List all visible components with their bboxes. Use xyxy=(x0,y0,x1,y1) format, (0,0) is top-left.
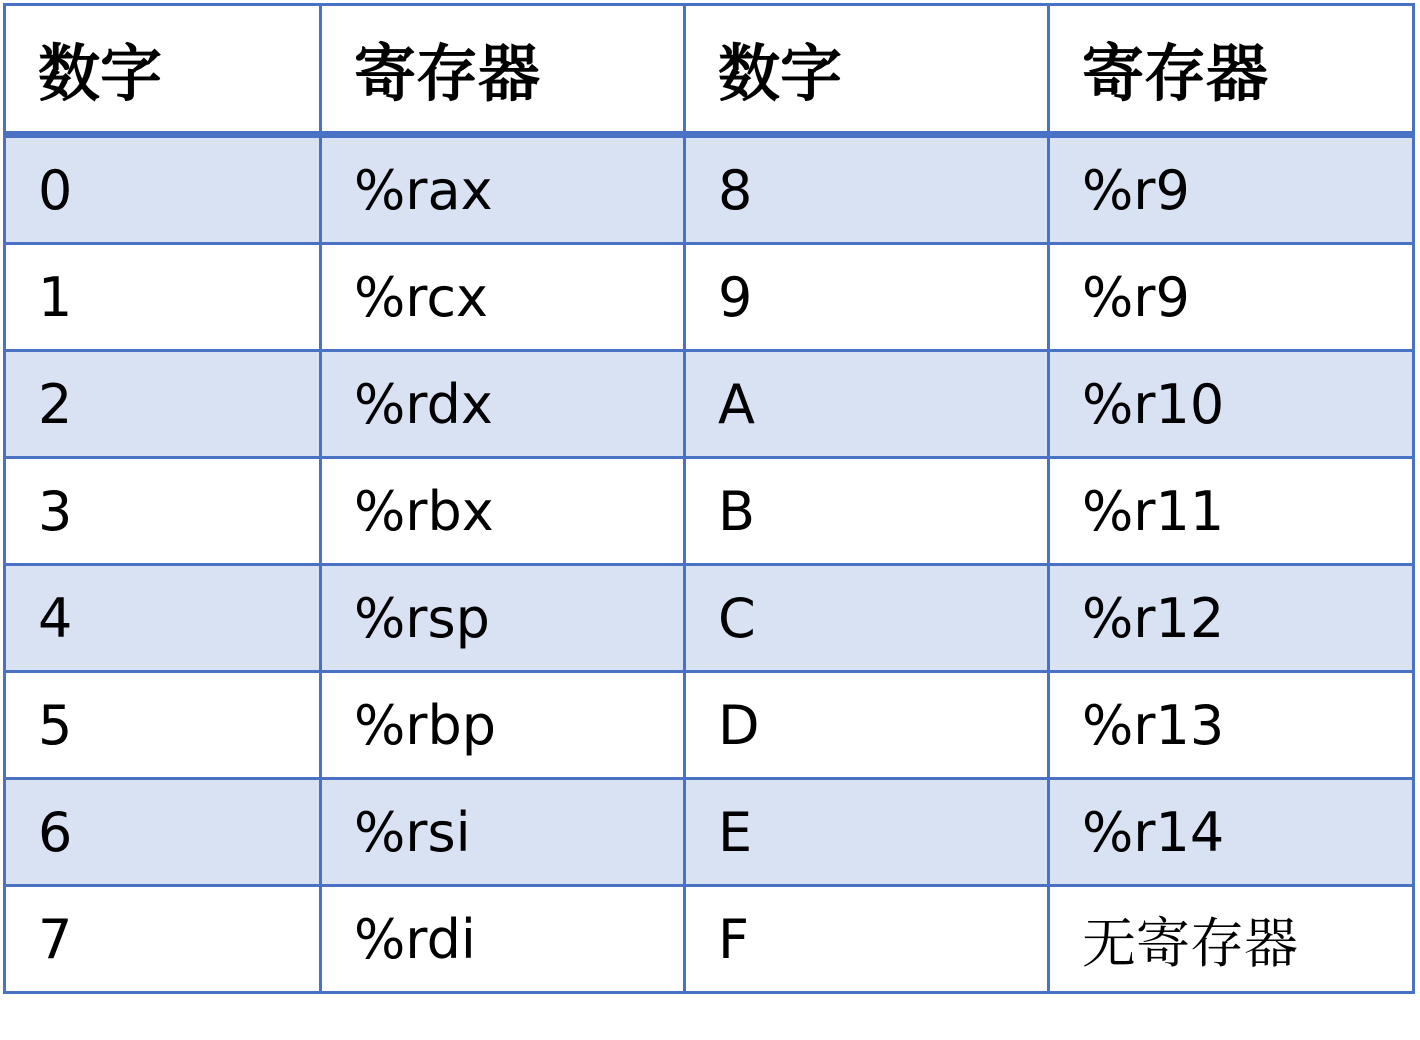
table-header xyxy=(5,5,1414,135)
cell-number-left: 2 xyxy=(5,351,321,458)
cell-number-right: E xyxy=(685,779,1049,886)
register-table xyxy=(3,3,1415,994)
cell-number-right: 9 xyxy=(685,244,1049,351)
cell-number-right: D xyxy=(685,672,1049,779)
table-row xyxy=(5,886,1414,993)
cell-register-right: 无寄存器 xyxy=(1049,886,1414,993)
cell-register-right: %r14 xyxy=(1049,779,1414,886)
cell-register-left: %rdx xyxy=(321,351,685,458)
cell-number-right: C xyxy=(685,565,1049,672)
cell-number-left: 3 xyxy=(5,458,321,565)
cell-number-right: F xyxy=(685,886,1049,993)
cell-register-left: %rdi xyxy=(321,886,685,993)
cell-number-left: 7 xyxy=(5,886,321,993)
cell-register-right: %r12 xyxy=(1049,565,1414,672)
header-number-left: 数字 xyxy=(5,5,321,135)
cell-number-left: 0 xyxy=(5,135,321,244)
cell-number-left: 5 xyxy=(5,672,321,779)
table-row xyxy=(5,458,1414,565)
cell-number-right: 8 xyxy=(685,135,1049,244)
cell-register-left: %rsp xyxy=(321,565,685,672)
cell-number-right: A xyxy=(685,351,1049,458)
cell-number-right: B xyxy=(685,458,1049,565)
cell-number-left: 6 xyxy=(5,779,321,886)
header-register-right: 寄存器 xyxy=(1049,5,1414,135)
cell-register-left: %rbx xyxy=(321,458,685,565)
header-row xyxy=(5,5,1414,135)
cell-register-left: %rax xyxy=(321,135,685,244)
cell-register-left: %rsi xyxy=(321,779,685,886)
cell-register-right: %r11 xyxy=(1049,458,1414,565)
cell-register-left: %rcx xyxy=(321,244,685,351)
header-register-left: 寄存器 xyxy=(321,5,685,135)
cell-register-right: %r13 xyxy=(1049,672,1414,779)
table-row xyxy=(5,351,1414,458)
cell-register-right: %r9 xyxy=(1049,244,1414,351)
table-row xyxy=(5,135,1414,244)
table-row xyxy=(5,565,1414,672)
table-body xyxy=(5,135,1414,993)
cell-register-right: %r9 xyxy=(1049,135,1414,244)
table-row xyxy=(5,672,1414,779)
cell-register-right: %r10 xyxy=(1049,351,1414,458)
header-number-right: 数字 xyxy=(685,5,1049,135)
cell-register-left: %rbp xyxy=(321,672,685,779)
table-row xyxy=(5,779,1414,886)
table-row xyxy=(5,244,1414,351)
cell-number-left: 4 xyxy=(5,565,321,672)
cell-number-left: 1 xyxy=(5,244,321,351)
